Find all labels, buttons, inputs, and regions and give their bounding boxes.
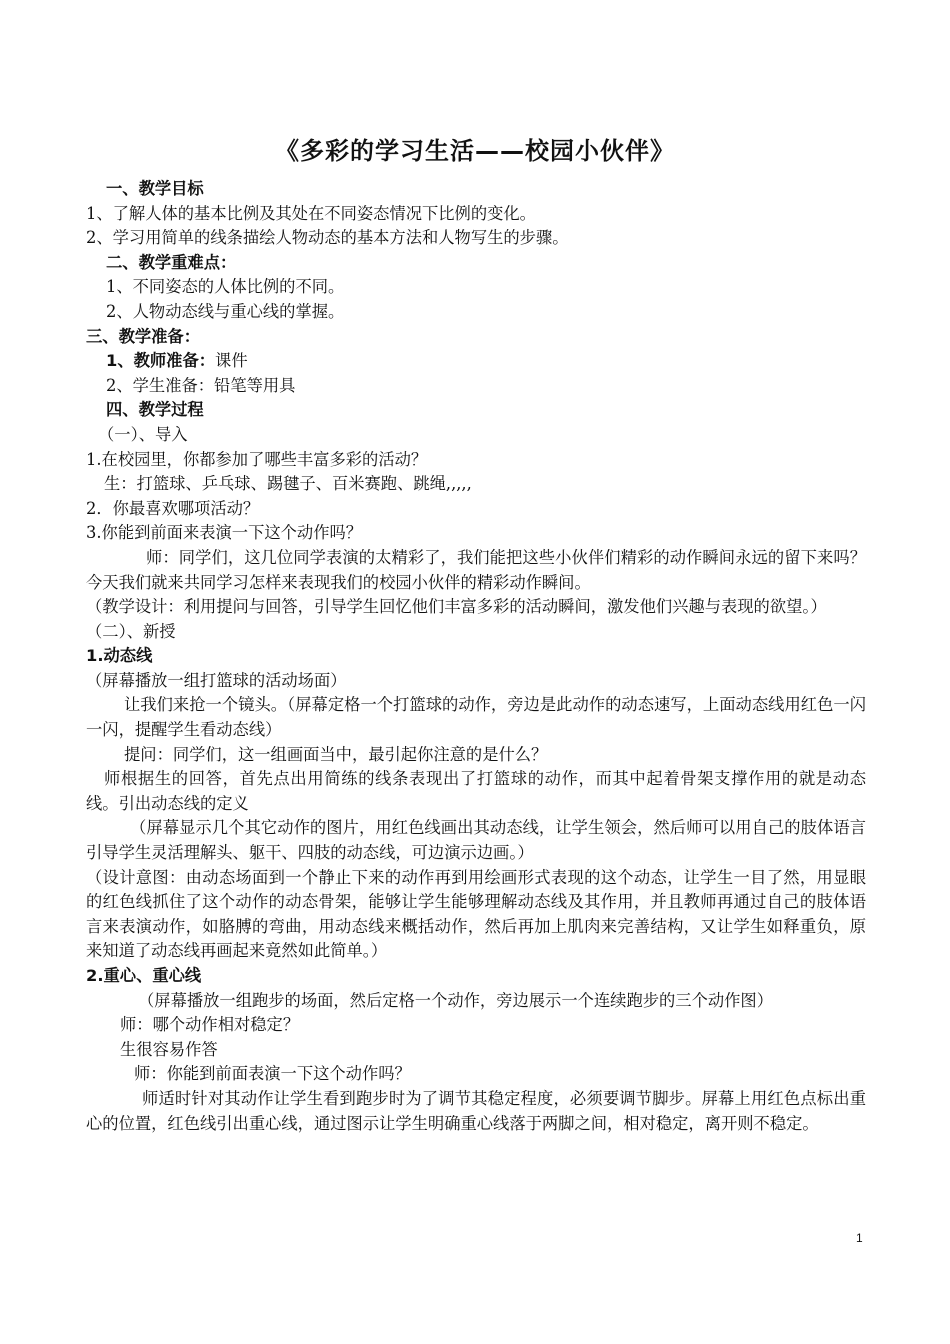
document-title: 《多彩的学习生活——校园小伙伴》: [275, 137, 675, 165]
section-heading-preparation: 三、教学准备：: [86, 326, 200, 346]
answer-1: 生：打篮球、乒乓球、踢毽子、百米赛跑、跳绳,,,,,: [104, 474, 472, 494]
goal-item-1: 1、了解人体的基本比例及其处在不同姿态情况下比例的变化。: [86, 203, 536, 223]
prep-item-1: [86, 349, 866, 374]
paragraph-design-note-1: （教学设计：利用提问与回答，引导学生回忆他们丰富多彩的活动瞬间，激发他们兴趣与表现的欲望。）: [86, 597, 827, 617]
paragraph-teacher-intro: 师：同学们，这几位同学表演的太精彩了，我们能把这些小伙伴们精彩的动作瞬间永远的留下来吗？今天我们就来共同学习怎样来表现我们的校园小伙伴的精彩动作瞬间。: [86, 547, 866, 592]
paragraph-design-note-2: （设计意图：由动态场面到一个静止下来的动作再到用绘画形式表现的这个动态，让学生一目了然，用显眼的红色线抓住了这个动作的动态骨架，能够让学生能够理解动态线及其作用，并且教师再通过自己的肢体语言来表演动作，如胳膊的弯曲，用动态线来概括动作，然后再加上肌肉来完善结构，又让学生如释重负，原来知道了动态线再画起来竟然如此简单。）: [86, 867, 866, 961]
paragraph-screen-basketball: （屏幕播放一组打篮球的活动场面）: [86, 670, 347, 690]
key-point-2: 2、人物动态线与重心线的掌握。: [106, 301, 345, 321]
goal-item-2: 2、学习用简单的线条描绘人物动态的基本方法和人物写生的步骤。: [86, 228, 569, 248]
section-heading-process: 四、教学过程: [106, 400, 204, 420]
question-1: 1.在校园里，你都参加了哪些丰富多彩的活动？: [86, 449, 428, 469]
topic-heading-motion-line: 1.动态线: [86, 646, 153, 666]
paragraph-capture-shot: 让我们来抢一个镜头。（屏幕定格一个打篮球的动作，旁边是此动作的动态速写，上面动态线用红色一闪一闪，提醒学生看动态线）: [86, 695, 866, 740]
paragraph-screen-other-actions: （屏幕显示几个其它动作的图片，用红色线画出其动态线，让学生领会，然后师可以用自己的肢体语言引导学生灵活理解头、躯干、四肢的动态线，可边演示边画。）: [86, 818, 866, 863]
key-point-1: 1、不同姿态的人体比例的不同。: [106, 277, 345, 297]
paragraph-question: 提问：同学们，这一组画面当中，最引起你注意的是什么？: [124, 744, 548, 764]
question-2: 2．你最喜欢哪项活动？: [86, 498, 260, 518]
paragraph-student-answer: 生很容易作答: [120, 1039, 218, 1059]
topic-heading-center-of-gravity: 2.重心、重心线: [86, 966, 202, 985]
prep-item-1-value: 课件: [215, 351, 248, 371]
paragraph-teacher-request: 师：你能到前面表演一下这个动作吗？: [134, 1064, 411, 1084]
section-heading-goals: 一、教学目标: [106, 179, 204, 198]
paragraph-screen-running: （屏幕播放一组跑步的场面，然后定格一个动作，旁边展示一个连续跑步的三个动作图）: [138, 990, 773, 1010]
document-body: [86, 177, 866, 1136]
prep-item-1-label: 1、教师准备：: [106, 351, 216, 371]
paragraph-teacher-question: 师：哪个动作相对稳定？: [120, 1015, 300, 1035]
prep-item-2: 2、学生准备：铅笔等用具: [106, 375, 296, 395]
section-heading-key-points: 二、教学重难点：: [106, 252, 237, 272]
paragraph-center-of-gravity-explanation: 师适时针对其动作让学生看到跑步时为了调节其稳定程度，必须要调节脚步。屏幕上用红色点标出重心的位置，红色线引出重心线，通过图示让学生明确重心线落于两脚之间，相对稳定，离开则不稳定。: [86, 1088, 866, 1133]
page-number: 1: [856, 1231, 863, 1245]
subsection-intro: （一）、导入: [98, 424, 188, 444]
subsection-new-lesson: （二）、新授: [86, 621, 176, 641]
question-3: 3.你能到前面来表演一下这个动作吗？: [86, 523, 363, 543]
paragraph-motion-line-definition: 师根据生的回答，首先点出用简练的线条表现出了打篮球的动作，而其中起着骨架支撑作用的就是动态线。引出动态线的定义: [86, 769, 866, 813]
